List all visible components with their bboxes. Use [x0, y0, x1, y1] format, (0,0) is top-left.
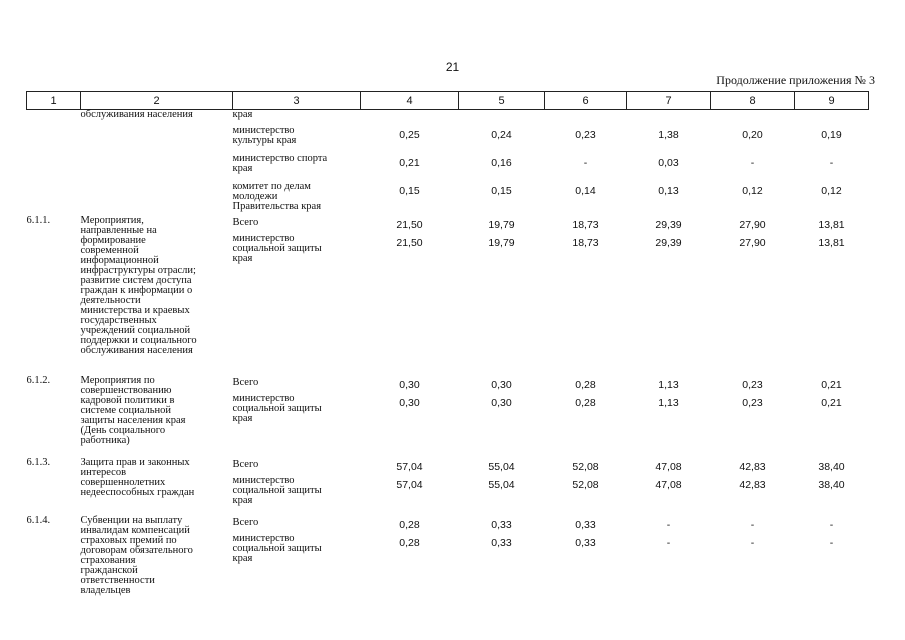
executor-entry	[233, 532, 361, 608]
row-name	[81, 516, 233, 608]
column-header: 2	[81, 92, 233, 110]
value-column	[711, 110, 795, 217]
value-cell	[795, 110, 869, 124]
value-cell: 19,79	[488, 219, 515, 231]
value-cell: 0,20	[742, 129, 763, 141]
value-cell: 0,15	[399, 185, 420, 197]
table-header-row	[27, 92, 869, 110]
value-column	[459, 458, 545, 516]
value-column	[795, 376, 869, 458]
value-column	[627, 110, 711, 217]
row-name-line: Мероприятия,	[80, 215, 144, 226]
value-cell: -	[750, 157, 755, 169]
value-cell: 0,25	[399, 129, 420, 141]
column-header: 1	[27, 92, 81, 110]
executor-line: социальной защиты	[232, 403, 322, 414]
executor-entry	[233, 232, 361, 376]
row-name-line: министерства и краевых	[80, 305, 190, 316]
row-executors	[233, 110, 361, 217]
value-cell: 57,04	[396, 461, 423, 473]
value-cell: 0,15	[491, 185, 512, 197]
page-number: 21	[445, 60, 460, 74]
executor-entry	[233, 474, 361, 516]
value-cell: 0,13	[658, 185, 679, 197]
executor-line: Всего	[232, 517, 259, 528]
executor-entry	[233, 152, 361, 180]
value-cell: 0,03	[658, 157, 679, 169]
value-column	[711, 376, 795, 458]
value-cell: 52,08	[572, 461, 599, 473]
row-name-line: инфраструктуры отрасли;	[80, 265, 196, 276]
value-column	[545, 516, 627, 608]
executor-line: социальной защиты	[232, 485, 322, 496]
row-executors	[233, 376, 361, 458]
value-cell: 0,33	[575, 537, 596, 549]
value-cell: 0,21	[399, 157, 420, 169]
value-cell: 1,13	[658, 379, 679, 391]
value-cell: 13,81	[818, 219, 845, 231]
value-column	[627, 516, 711, 608]
value-cell: 0,30	[399, 379, 420, 391]
executor-line: министерство	[232, 393, 295, 404]
value-column	[459, 216, 545, 376]
value-cell	[545, 110, 627, 124]
column-header: 5	[459, 92, 545, 110]
value-cell: 0,23	[575, 129, 596, 141]
value-column	[361, 376, 459, 458]
value-cell: 18,73	[572, 219, 599, 231]
row-name-line: совершенствованию	[80, 385, 172, 396]
value-cell: 1,38	[658, 129, 679, 141]
executor-line: края	[232, 413, 253, 424]
value-cell: 0,23	[742, 379, 763, 391]
table-row	[27, 458, 869, 516]
value-cell: -	[829, 519, 834, 531]
executor-entry	[233, 110, 361, 124]
row-name	[81, 110, 233, 217]
row-name-line: договорам обязательного	[80, 545, 193, 556]
row-name-line: гражданской	[80, 565, 138, 576]
executor-entry	[233, 180, 361, 216]
row-executors	[233, 458, 361, 516]
value-cell: 29,39	[655, 219, 682, 231]
table-row	[27, 376, 869, 458]
row-name-line: защиты населения края	[80, 415, 186, 426]
executor-line: министерство	[232, 125, 295, 136]
value-cell	[627, 110, 711, 124]
value-cell: -	[750, 537, 755, 549]
row-name-line: поддержки и социального	[80, 335, 197, 346]
value-column	[711, 516, 795, 608]
executor-line: социальной защиты	[232, 243, 322, 254]
value-cell: 0,30	[491, 397, 512, 409]
value-column	[459, 110, 545, 217]
executor-line: социальной защиты	[232, 543, 322, 554]
column-header: 7	[627, 92, 711, 110]
row-name-line: Субвенции на выплату	[80, 515, 183, 526]
value-cell	[711, 110, 795, 124]
executor-line: Всего	[232, 377, 259, 388]
executor-line: министерство	[232, 233, 295, 244]
executor-entry	[233, 376, 361, 392]
value-column	[627, 216, 711, 376]
executor-entry	[233, 516, 361, 532]
row-code: 6.1.4.	[26, 515, 51, 526]
row-name-line: страхования	[80, 555, 136, 566]
value-cell: 0,23	[742, 397, 763, 409]
value-cell: 0,21	[821, 397, 842, 409]
value-column	[795, 216, 869, 376]
value-column	[545, 376, 627, 458]
executor-line: Всего	[232, 217, 259, 228]
value-cell: 21,50	[396, 237, 423, 249]
value-cell: 0,28	[575, 379, 596, 391]
value-cell: 1,13	[658, 397, 679, 409]
value-cell: -	[829, 157, 834, 169]
value-cell: 38,40	[818, 461, 845, 473]
column-header: 3	[233, 92, 361, 110]
value-cell: 18,73	[572, 237, 599, 249]
value-cell: 0,28	[399, 519, 420, 531]
row-code: 6.1.1.	[26, 215, 51, 226]
row-name-line: кадровой политики в	[80, 395, 175, 406]
executor-line: министерство	[232, 475, 295, 486]
row-name-line: деятельности	[80, 295, 141, 306]
value-column	[361, 458, 459, 516]
value-column	[459, 376, 545, 458]
executor-entry	[233, 216, 361, 232]
row-name-line: современной	[80, 245, 139, 256]
value-column	[361, 216, 459, 376]
value-column	[545, 216, 627, 376]
value-cell: 0,12	[742, 185, 763, 197]
table-row	[27, 110, 869, 217]
value-cell: 47,08	[655, 479, 682, 491]
row-name-line: совершеннолетних	[80, 477, 166, 488]
row-name-line: системе социальной	[80, 405, 172, 416]
value-column	[545, 458, 627, 516]
value-column	[361, 110, 459, 217]
value-cell: -	[666, 519, 671, 531]
row-name-line: формирование	[80, 235, 146, 246]
value-column	[711, 458, 795, 516]
column-header: 6	[545, 92, 627, 110]
row-name-line: направленные на	[80, 225, 157, 236]
row-name-line: инвалидам компенсаций	[80, 525, 190, 536]
budget-table	[26, 91, 869, 608]
value-cell: -	[829, 537, 834, 549]
value-cell: 57,04	[396, 479, 423, 491]
row-code	[27, 110, 81, 217]
row-name-line: государственных	[80, 315, 157, 326]
executor-line: министерство	[232, 533, 295, 544]
value-cell: 0,14	[575, 185, 596, 197]
value-cell: -	[750, 519, 755, 531]
value-cell: 21,50	[396, 219, 423, 231]
executor-entry	[233, 124, 361, 152]
row-name-line: граждан к информации о	[80, 285, 193, 296]
value-cell: 47,08	[655, 461, 682, 473]
row-code: 6.1.3.	[26, 457, 51, 468]
executor-line: края	[232, 163, 253, 174]
value-cell: 0,16	[491, 157, 512, 169]
value-cell: 0,30	[399, 397, 420, 409]
value-cell: 0,24	[491, 129, 512, 141]
value-cell: 55,04	[488, 461, 515, 473]
executor-line: Правительства края	[232, 201, 322, 212]
value-column	[795, 110, 869, 217]
value-column	[627, 376, 711, 458]
row-name-line: Мероприятия по	[80, 375, 155, 386]
table-body	[27, 110, 869, 609]
executor-entry	[233, 458, 361, 474]
value-cell: 0,33	[491, 537, 512, 549]
executor-line: молодежи	[232, 191, 278, 202]
row-name	[81, 458, 233, 516]
executor-line: края	[232, 553, 253, 564]
value-column	[711, 216, 795, 376]
executor-line: края	[232, 109, 253, 120]
executor-line: министерство спорта	[232, 153, 328, 164]
value-cell: 55,04	[488, 479, 515, 491]
value-cell: 0,33	[491, 519, 512, 531]
value-cell: 0,12	[821, 185, 842, 197]
row-name-line: обслуживания населения	[80, 345, 193, 356]
value-column	[361, 516, 459, 608]
value-cell: 52,08	[572, 479, 599, 491]
row-executors	[233, 216, 361, 376]
column-header: 9	[795, 92, 869, 110]
row-name-line: работника)	[80, 435, 130, 446]
value-cell: -	[583, 157, 588, 169]
row-executors	[233, 516, 361, 608]
column-header: 8	[711, 92, 795, 110]
row-name-line: интересов	[80, 467, 127, 478]
row-name	[81, 376, 233, 458]
row-name	[81, 216, 233, 376]
value-cell: -	[666, 537, 671, 549]
value-cell: 0,28	[399, 537, 420, 549]
value-column	[459, 516, 545, 608]
executor-line: края	[232, 495, 253, 506]
table-row	[27, 216, 869, 376]
row-name-line: недееспособных граждан	[80, 487, 195, 498]
row-name-line: учреждений социальной	[80, 325, 191, 336]
value-cell: 38,40	[818, 479, 845, 491]
row-name-line: ответственности	[80, 575, 155, 586]
value-column	[795, 516, 869, 608]
value-cell: 0,33	[575, 519, 596, 531]
row-name-line: информационной	[80, 255, 159, 266]
value-cell: 19,79	[488, 237, 515, 249]
row-name-line: владельцев	[80, 585, 131, 596]
value-cell: 42,83	[739, 479, 766, 491]
executor-line: культуры края	[232, 135, 297, 146]
row-name-line: Защита прав и законных	[80, 457, 190, 468]
value-cell	[361, 110, 459, 124]
row-name-line: развитие систем доступа	[80, 275, 192, 286]
value-cell: 0,19	[821, 129, 842, 141]
column-header: 4	[361, 92, 459, 110]
row-name-line: (День социального	[80, 425, 166, 436]
value-cell: 27,90	[739, 219, 766, 231]
value-cell: 0,30	[491, 379, 512, 391]
value-column	[795, 458, 869, 516]
value-cell: 27,90	[739, 237, 766, 249]
value-cell: 0,28	[575, 397, 596, 409]
row-name-line: страховых премий по	[80, 535, 177, 546]
executor-line: края	[232, 253, 253, 264]
executor-entry	[233, 392, 361, 458]
value-cell: 0,21	[821, 379, 842, 391]
value-column	[627, 458, 711, 516]
executor-line: комитет по делам	[232, 181, 311, 192]
table-row	[27, 516, 869, 608]
row-name-line: обслуживания населения	[80, 109, 193, 120]
executor-line: Всего	[232, 459, 259, 470]
continuation-label: Продолжение приложения № 3	[716, 73, 875, 87]
value-column	[545, 110, 627, 217]
value-cell: 29,39	[655, 237, 682, 249]
value-cell: 13,81	[818, 237, 845, 249]
value-cell	[459, 110, 545, 124]
value-cell: 42,83	[739, 461, 766, 473]
row-code: 6.1.2.	[26, 375, 51, 386]
